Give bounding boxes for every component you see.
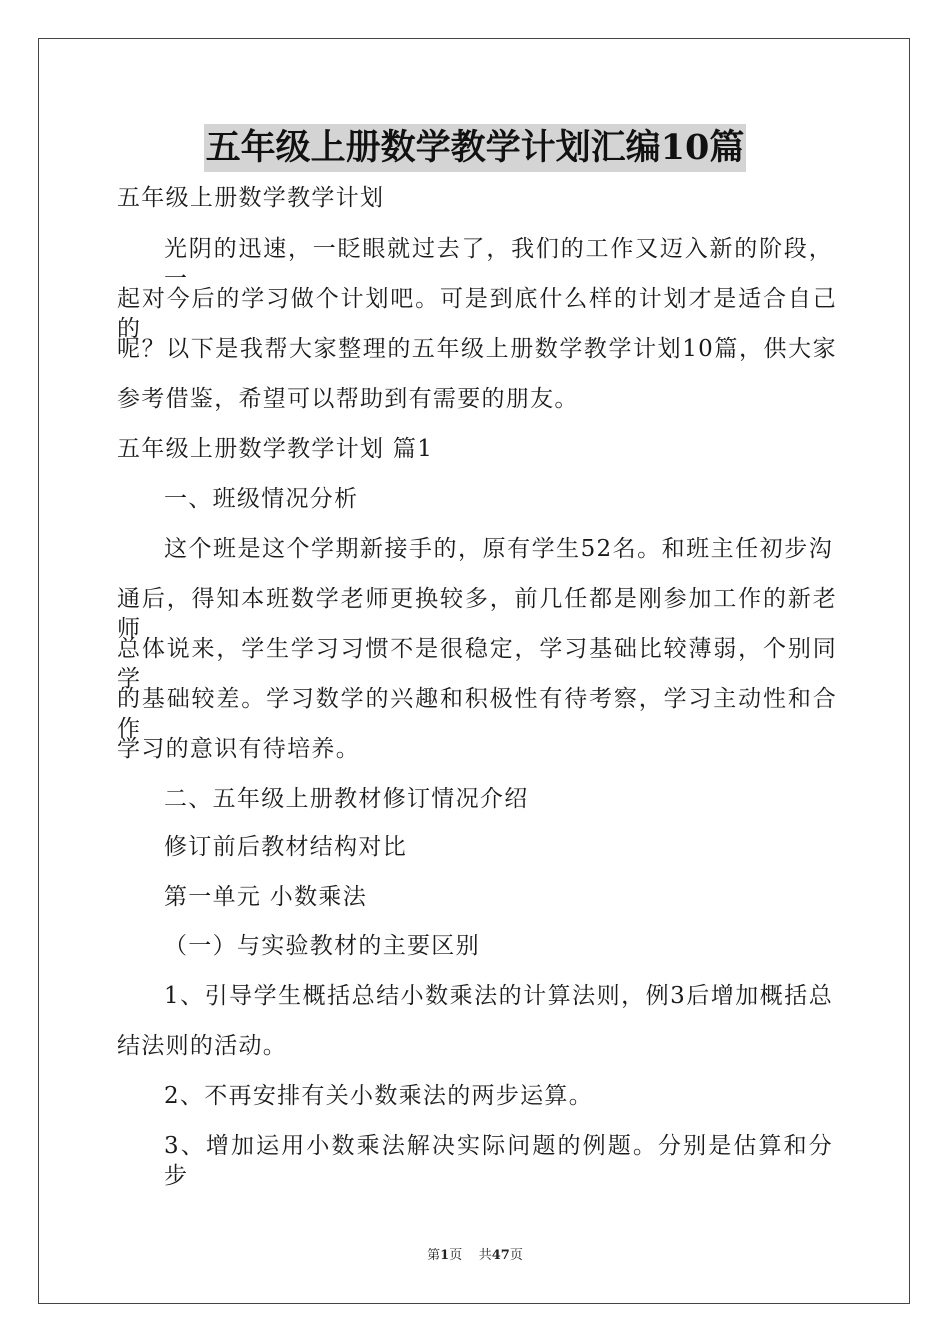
title-container <box>0 124 950 172</box>
paragraph-line: 结法则的活动。 <box>117 1033 288 1059</box>
subsection-heading: 一、班级情况分析 <box>164 486 359 512</box>
paragraph-line: 修订前后教材结构对比 <box>164 834 407 860</box>
total-pages: 47 <box>491 1248 510 1263</box>
paragraph-line: 光阴的迅速，一眨眼就过去了，我们的工作又迈入新的阶段，一 <box>164 236 833 292</box>
paragraph-line: 学习的意识有待培养。 <box>117 736 360 762</box>
paragraph-line: 3、增加运用小数乘法解决实际问题的例题。分别是估算和分步 <box>164 1133 833 1189</box>
page-suffix: 页 <box>449 1248 463 1263</box>
subtitle: 五年级上册数学教学计划 <box>117 185 385 211</box>
subsection-heading: 二、五年级上册教材修订情况介绍 <box>164 786 529 812</box>
paragraph-line: 参考借鉴，希望可以帮助到有需要的朋友。 <box>117 386 579 412</box>
paragraph-line: 这个班是这个学期新接手的，原有学生52名。和班主任初步沟 <box>164 536 833 562</box>
paragraph-line: 总体说来，学生学习习惯不是很稳定，学习基础比较薄弱，个别同学 <box>117 636 837 692</box>
paragraph-line: 2、不再安排有关小数乘法的两步运算。 <box>164 1083 594 1109</box>
section-heading: 五年级上册数学教学计划 篇1 <box>117 436 434 462</box>
paragraph-line: 1、引导学生概括总结小数乘法的计算法则，例3后增加概括总 <box>164 983 833 1009</box>
paragraph-line: 第一单元 小数乘法 <box>164 884 368 910</box>
paragraph-line: 呢？以下是我帮大家整理的五年级上册数学教学计划10篇，供大家 <box>117 336 837 362</box>
page-footer <box>0 1247 950 1265</box>
document-title: 五年级上册数学教学计划汇编10篇 <box>204 124 747 172</box>
paragraph-line: 通后，得知本班数学老师更换较多，前几任都是刚参加工作的新老师 <box>117 586 837 642</box>
page-prefix: 第 <box>427 1248 441 1263</box>
page-number: 1 <box>440 1248 450 1263</box>
total-suffix: 页 <box>509 1248 523 1263</box>
paragraph-line: 的基础较差。学习数学的兴趣和积极性有待考察，学习主动性和合作 <box>117 686 837 742</box>
paragraph-line: （一）与实验教材的主要区别 <box>164 933 480 959</box>
paragraph-line: 起对今后的学习做个计划吧。可是到底什么样的计划才是适合自己的 <box>117 286 837 342</box>
total-prefix: 共 <box>478 1248 492 1263</box>
